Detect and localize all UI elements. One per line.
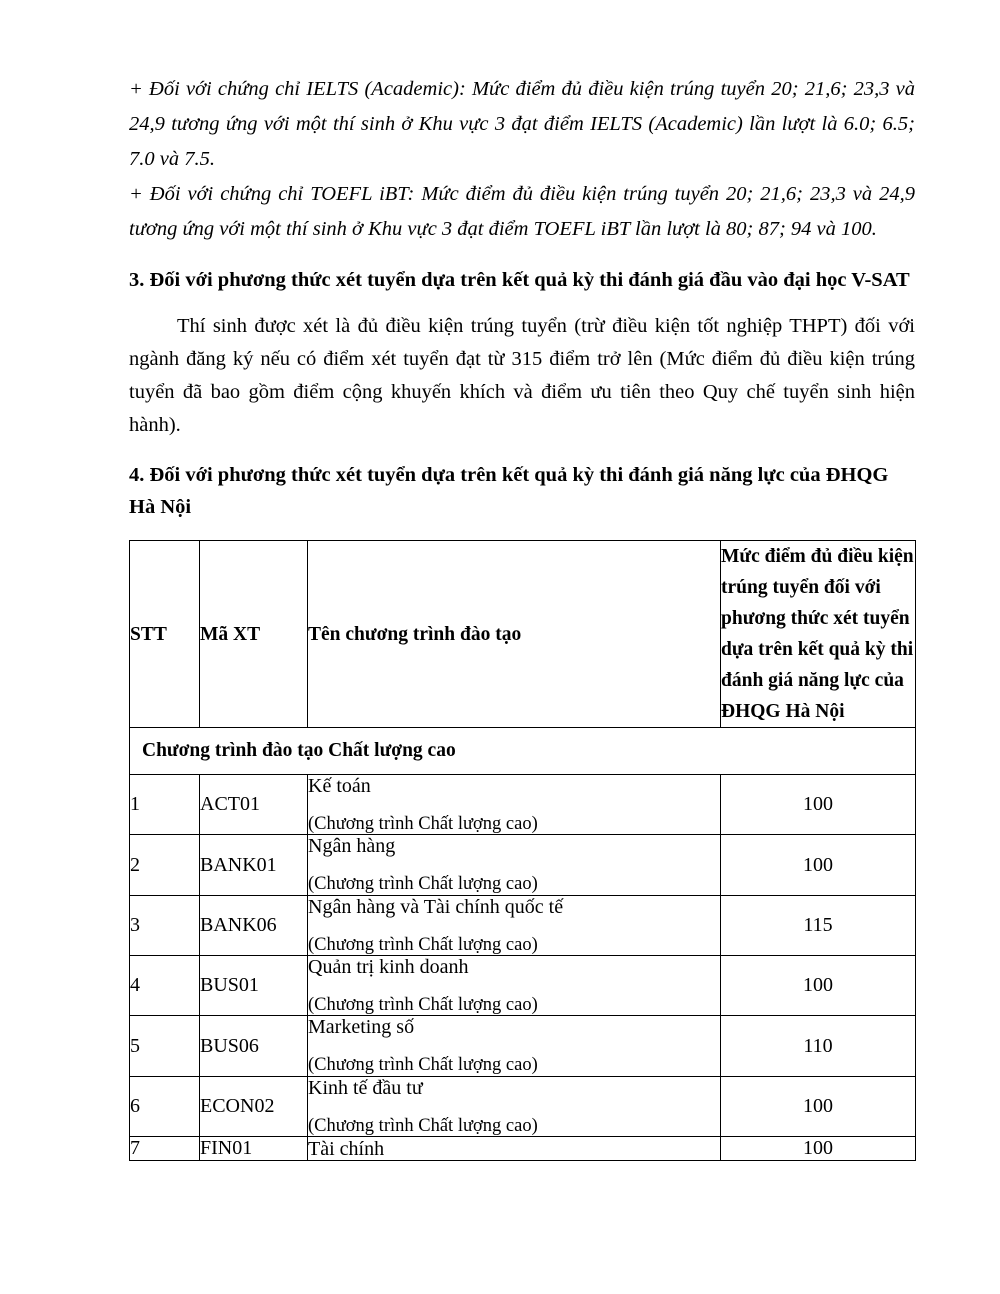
section-4-heading: 4. Đối với phương thức xét tuyển dựa trên kết quả kỳ thi đánh giá năng lực của ĐHQG Hà Nội [129, 464, 889, 518]
intro-paragraph-toefl: + Đối với chứng chỉ TOEFL iBT: Mức điểm đủ điều kiện trúng tuyển 20; 21,6; 23,3 và 24,9 tương ứng với một thí sinh ở Khu vực 3 đạt điểm TOEFL iBT lần lượt là 80; 87; 94 và 100. [129, 183, 915, 240]
header-stt: STT [130, 541, 200, 728]
program-name-main: Kế toán [308, 775, 371, 797]
cell-program-code: BUS06 [200, 1016, 308, 1076]
cell-score: 100 [721, 1137, 916, 1161]
table-header-row [130, 541, 916, 728]
cell-program-code: ACT01 [200, 775, 308, 835]
program-name-sub: (Chương trình Chất lượng cao) [308, 934, 538, 955]
cell-program-name [308, 1137, 721, 1161]
cell-program-name [308, 895, 721, 955]
cell-score: 100 [721, 835, 916, 895]
header-program-name: Tên chương trình đào tạo [308, 541, 721, 728]
program-name-main: Marketing số [308, 1016, 415, 1039]
table-row [130, 895, 916, 955]
admission-score-table [129, 540, 916, 1161]
header-score: Mức điểm đủ điều kiện trúng tuyển đối với phương thức xét tuyển dựa trên kết quả kỳ thi đánh giá năng lực của ĐHQG Hà Nội [721, 541, 916, 728]
program-name-main: Ngân hàng và Tài chính quốc tế [308, 895, 564, 918]
cell-program-name [308, 775, 721, 835]
table-row [130, 835, 916, 895]
table-group-row [130, 728, 916, 775]
cell-stt: 7 [130, 1137, 200, 1161]
table-row [130, 1076, 916, 1136]
program-name-sub: (Chương trình Chất lượng cao) [308, 1055, 538, 1076]
cell-program-code: FIN01 [200, 1137, 308, 1161]
page-content [129, 72, 915, 1161]
section-3-paragraph: Thí sinh được xét là đủ điều kiện trúng tuyển (trừ điều kiện tốt nghiệp THPT) đối với ngành đăng ký nếu có điểm xét tuyển đạt từ 315 điểm trở lên (Mức điểm đủ điều kiện trúng tuyển đã bao gồm điểm cộng khuyến khích và điểm ưu tiên theo Quy chế tuyển sinh hiện hành). [129, 315, 915, 436]
table-group-label: Chương trình đào tạo Chất lượng cao [130, 728, 916, 775]
cell-score: 115 [721, 895, 916, 955]
table-row [130, 956, 916, 1016]
table-body [130, 728, 916, 1161]
program-name-main: Ngân hàng [308, 835, 396, 858]
program-name-sub: (Chương trình Chất lượng cao) [308, 995, 538, 1016]
table-row [130, 1016, 916, 1076]
cell-stt: 6 [130, 1076, 200, 1136]
cell-program-code: ECON02 [200, 1076, 308, 1136]
cell-program-name [308, 1016, 721, 1076]
cell-program-name [308, 956, 721, 1016]
header-ma-xt: Mã XT [200, 541, 308, 728]
section-3-heading: 3. Đối với phương thức xét tuyển dựa trên kết quả kỳ thi đánh giá đầu vào đại học V-SAT [129, 269, 910, 291]
cell-score: 110 [721, 1016, 916, 1076]
cell-stt: 4 [130, 956, 200, 1016]
table-head [130, 541, 916, 728]
program-name-sub: (Chương trình Chất lượng cao) [308, 1115, 538, 1136]
cell-program-code: BANK01 [200, 835, 308, 895]
cell-score: 100 [721, 775, 916, 835]
cell-stt: 1 [130, 775, 200, 835]
table-row [130, 1137, 916, 1161]
cell-stt: 2 [130, 835, 200, 895]
program-name-sub: (Chương trình Chất lượng cao) [308, 874, 538, 895]
cell-score: 100 [721, 1076, 916, 1136]
program-name-sub: (Chương trình Chất lượng cao) [308, 814, 538, 834]
program-name-main: Quản trị kinh doanh [308, 956, 469, 979]
intro-paragraph-ielts: + Đối với chứng chỉ IELTS (Academic): Mức điểm đủ điều kiện trúng tuyển 20; 21,6; 23,3 và 24,9 tương ứng với một thí sinh ở Khu vực 3 đạt điểm IELTS (Academic) lần lượt là 6.0; 6.5; 7.0 và 7.5. [129, 78, 915, 170]
cell-program-code: BANK06 [200, 895, 308, 955]
intro-paragraph-block [129, 72, 915, 247]
cell-stt: 5 [130, 1016, 200, 1076]
cell-program-code: BUS01 [200, 956, 308, 1016]
cell-stt: 3 [130, 895, 200, 955]
table-row [130, 775, 916, 835]
program-name-main: Kinh tế đầu tư [308, 1076, 423, 1099]
cell-score: 100 [721, 956, 916, 1016]
cell-program-name [308, 1076, 721, 1136]
program-name-main: Tài chính [308, 1137, 385, 1160]
cell-program-name [308, 835, 721, 895]
